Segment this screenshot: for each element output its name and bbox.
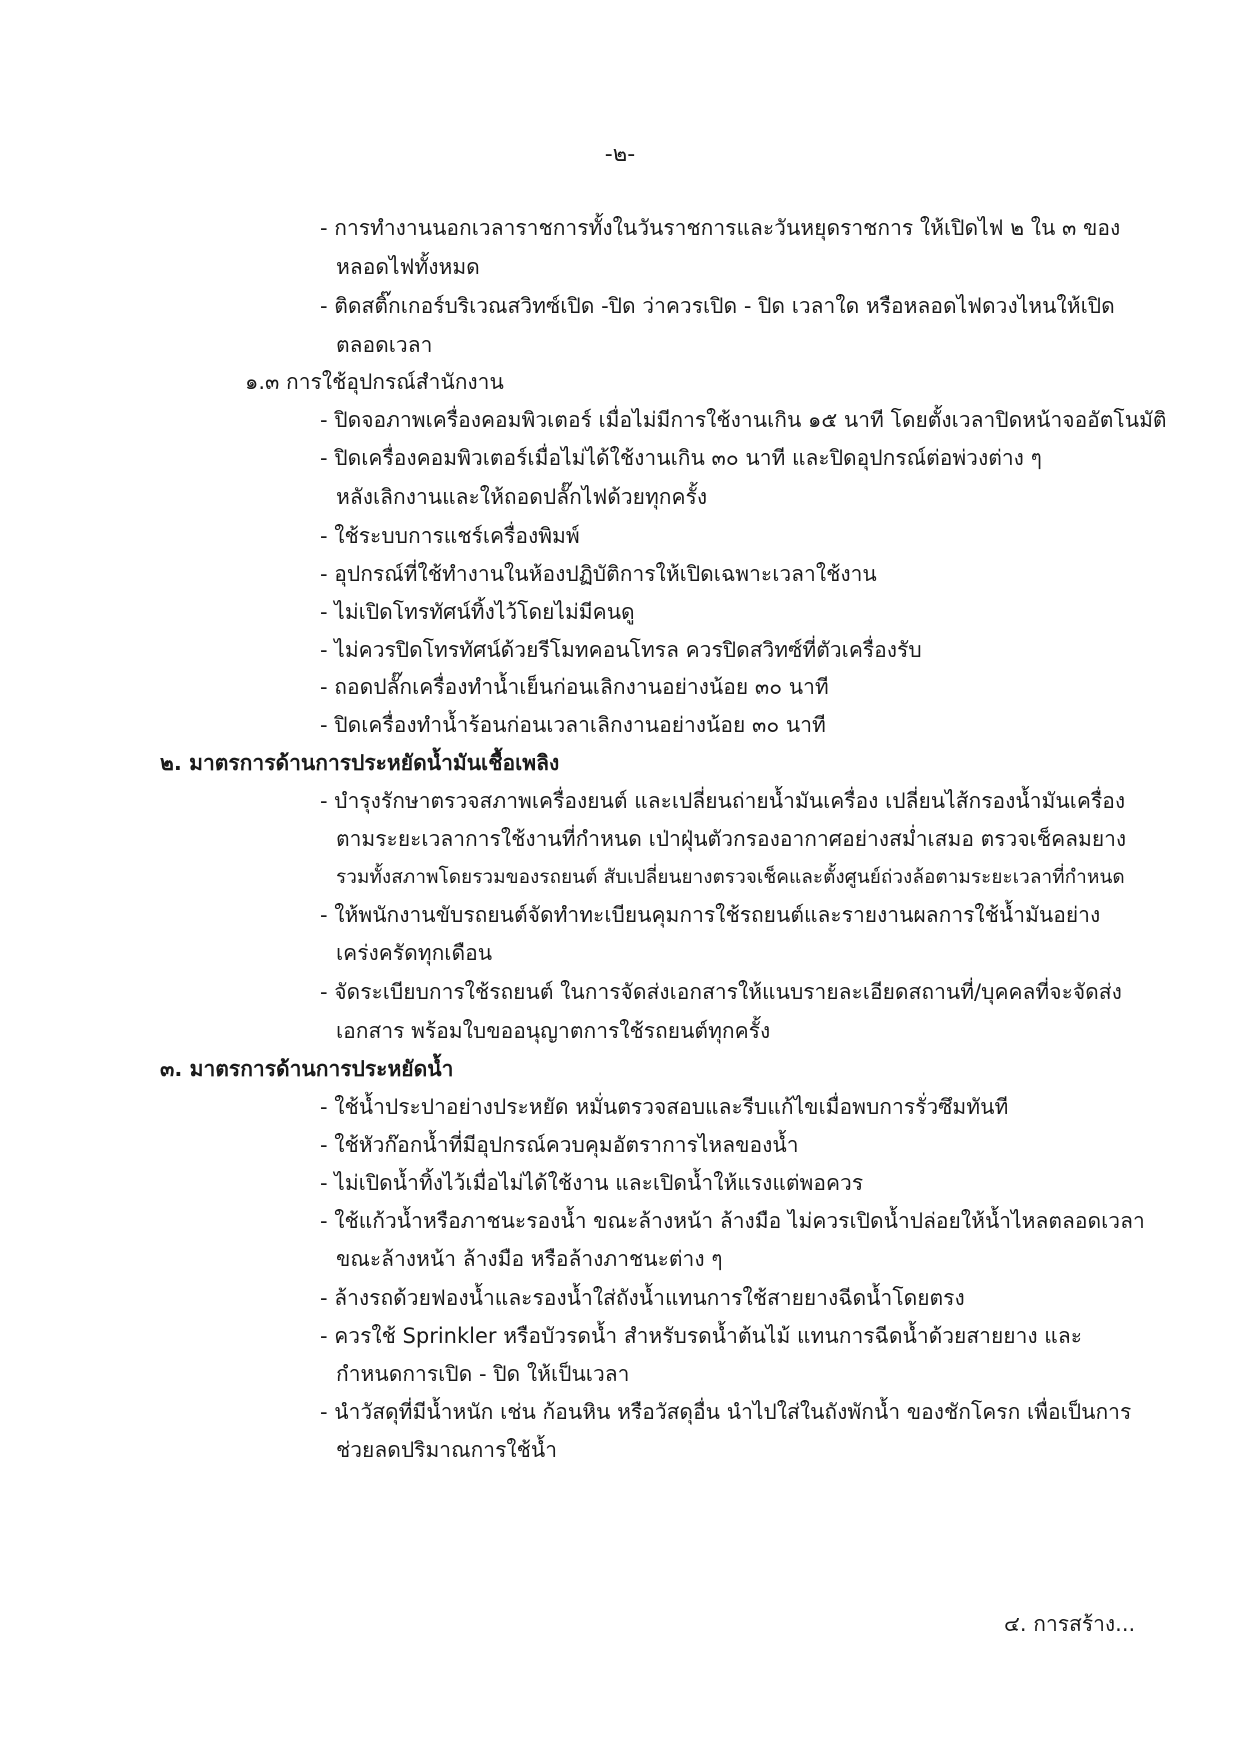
list-item-line: - ใช้แก้วน้ำหรือภาชนะรองน้ำ ขณะล้างหน้า ล้างมือ ไม่ควรเปิดน้ำปล่อยให้น้ำไหลตลอดเวลา	[320, 1209, 1145, 1233]
list-item-line: หลังเลิกงานและให้ถอดปลั๊กไฟด้วยทุกครั้ง	[336, 485, 708, 509]
list-item-line: - ปิดเครื่องทำน้ำร้อนก่อนเวลาเลิกงานอย่างน้อย ๓๐ นาที	[320, 713, 826, 737]
list-item-line: ช่วยลดปริมาณการใช้น้ำ	[336, 1438, 558, 1462]
section-heading: ๓. มาตรการด้านการประหยัดน้ำ	[160, 1057, 454, 1081]
list-item-line: - ล้างรถด้วยฟองน้ำและรองน้ำใส่ถังน้ำแทนการใช้สายยางฉีดน้ำโดยตรง	[320, 1286, 965, 1310]
list-item-line: - บำรุงรักษาตรวจสภาพเครื่องยนต์ และเปลี่ยนถ่ายน้ำมันเครื่อง เปลี่ยนไส้กรองน้ำมันเครื่อง	[320, 789, 1126, 813]
list-item-line: - จัดระเบียบการใช้รถยนต์ ในการจัดส่งเอกสารให้แนบรายละเอียดสถานที่/บุคคลที่จะจัดส่ง	[320, 980, 1122, 1004]
list-item-line: ตามระยะเวลาการใช้งานที่กำหนด เป่าฝุ่นตัวกรองอากาศอย่างสม่ำเสมอ ตรวจเช็คลมยาง	[336, 827, 1127, 851]
list-item-line: - ติดสติ๊กเกอร์บริเวณสวิทซ์เปิด -ปิด ว่าควรเปิด - ปิด เวลาใด หรือหลอดไฟดวงไหนให้เปิด	[320, 294, 1115, 318]
list-item-line: เอกสาร พร้อมใบขออนุญาตการใช้รถยนต์ทุกครั้ง	[336, 1019, 771, 1043]
list-item-line: หลอดไฟทั้งหมด	[336, 255, 480, 279]
list-item-line: - ถอดปลั๊กเครื่องทำน้ำเย็นก่อนเลิกงานอย่างน้อย ๓๐ นาที	[320, 675, 829, 699]
list-item-line: กำหนดการเปิด - ปิด ให้เป็นเวลา	[336, 1362, 630, 1386]
continuation-footer: ๔. การสร้าง...	[1004, 1612, 1136, 1636]
list-item-line: - การทำงานนอกเวลาราชการทั้งในวันราชการและวันหยุดราชการ ให้เปิดไฟ ๒ ใน ๓ ของ	[320, 216, 1121, 240]
list-item-line: - ให้พนักงานขับรถยนต์จัดทำทะเบียนคุมการใช้รถยนต์และรายงานผลการใช้น้ำมันอย่าง	[320, 903, 1101, 927]
list-item-line: รวมทั้งสภาพโดยรวมของรถยนต์ สับเปลี่ยนยางตรวจเช็คและตั้งศูนย์ถ่วงล้อตามระยะเวลาที่กำหนด	[336, 866, 1125, 888]
list-item-line: ตลอดเวลา	[336, 333, 433, 357]
list-item-line: - ปิดเครื่องคอมพิวเตอร์เมื่อไม่ได้ใช้งานเกิน ๓๐ นาที และปิดอุปกรณ์ต่อพ่วงต่าง ๆ	[320, 446, 1042, 470]
list-item-line: - ไม่ควรปิดโทรทัศน์ด้วยรีโมทคอนโทรล ควรปิดสวิทซ์ที่ตัวเครื่องรับ	[320, 638, 922, 662]
list-item-line: - ใช้หัวก๊อกน้ำที่มีอุปกรณ์ควบคุมอัตราการไหลของน้ำ	[320, 1133, 799, 1157]
list-item-line: - ควรใช้ Sprinkler หรือบัวรดน้ำ สำหรับรดน้ำต้นไม้ แทนการฉีดน้ำด้วยสายยาง และ	[320, 1324, 1082, 1348]
page-number: -๒-	[604, 142, 636, 167]
list-item-line: เคร่งครัดทุกเดือน	[336, 941, 493, 965]
list-item-line: - นำวัสดุที่มีน้ำหนัก เช่น ก้อนหิน หรือวัสดุอื่น นำไปใส่ในถังพักน้ำ ของชักโครก เพื่อเป็นการ	[320, 1400, 1132, 1424]
list-item-line: ขณะล้างหน้า ล้างมือ หรือล้างภาชนะต่าง ๆ	[336, 1247, 723, 1271]
list-item-line: - ใช้ระบบการแชร์เครื่องพิมพ์	[320, 524, 580, 548]
section-heading: ๒. มาตรการด้านการประหยัดน้ำมันเชื้อเพลิง	[160, 751, 560, 775]
list-item-line: - ไม่เปิดน้ำทิ้งไว้เมื่อไม่ได้ใช้งาน และเปิดน้ำให้แรงแต่พอควร	[320, 1171, 864, 1195]
list-item-line: - ไม่เปิดโทรทัศน์ทิ้งไว้โดยไม่มีคนดู	[320, 600, 635, 624]
list-item-line: - ใช้น้ำประปาอย่างประหยัด หมั่นตรวจสอบและรีบแก้ไขเมื่อพบการรั่วซึมทันที	[320, 1095, 1009, 1119]
list-item-line: - อุปกรณ์ที่ใช้ทำงานในห้องปฏิบัติการให้เปิดเฉพาะเวลาใช้งาน	[320, 562, 877, 586]
subsection-heading: ๑.๓ การใช้อุปกรณ์สำนักงาน	[245, 370, 504, 394]
list-item-line: - ปิดจอภาพเครื่องคอมพิวเตอร์ เมื่อไม่มีการใช้งานเกิน ๑๕ นาที โดยตั้งเวลาปิดหน้าจออัตโนมัติ	[320, 408, 1167, 432]
